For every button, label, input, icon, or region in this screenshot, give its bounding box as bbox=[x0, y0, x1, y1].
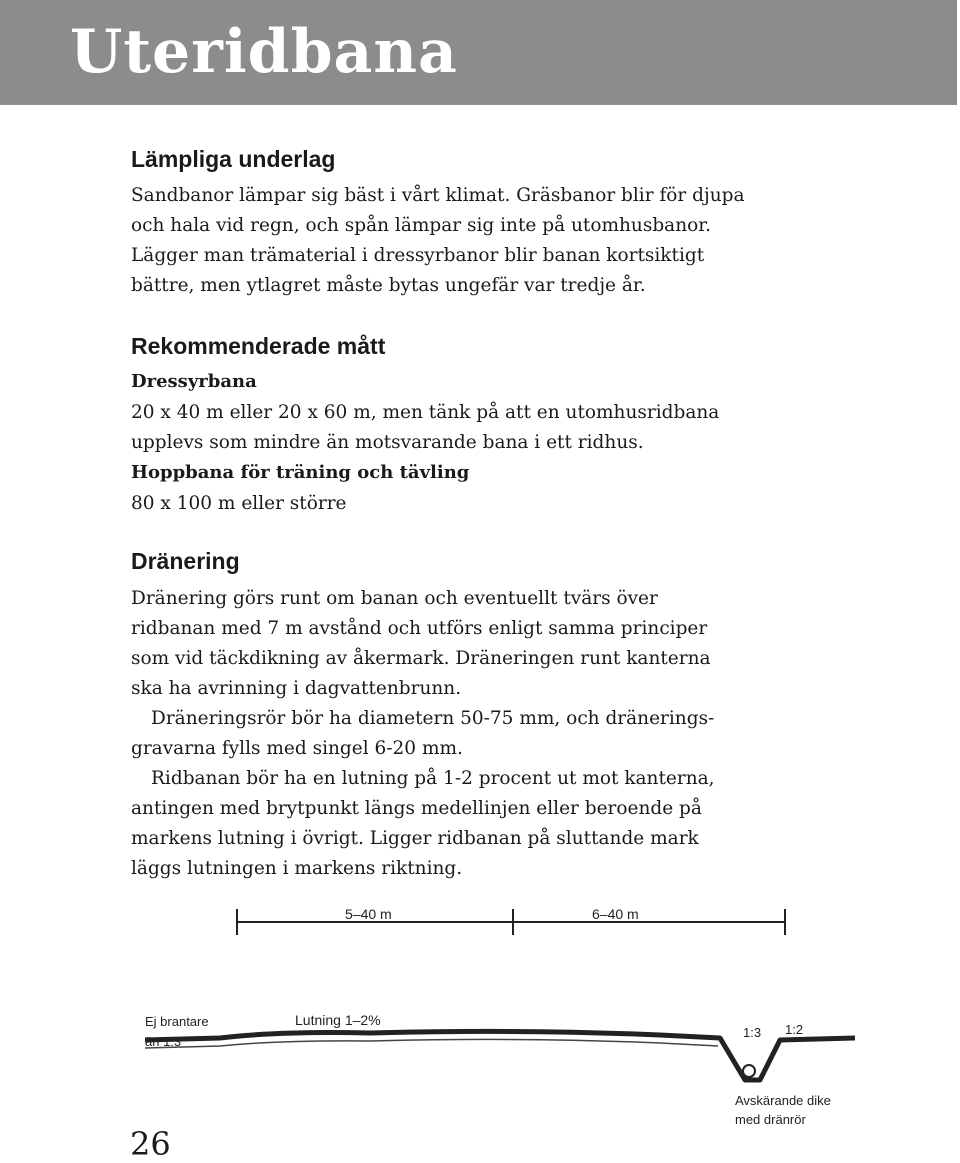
subheading-dressyrbana: Dressyrbana bbox=[131, 371, 257, 392]
paragraph-hoppbana bbox=[131, 489, 347, 519]
paragraph-dranering-2 bbox=[131, 704, 714, 764]
text-line: Dränering görs runt om banan och eventuellt tvärs över bbox=[131, 588, 658, 609]
text-line: Ridbanan bör ha en lutning på 1-2 procent ut mot kanterna, bbox=[151, 768, 715, 789]
text-line: Dräneringsrör bör ha diametern 50-75 mm, och dränerings- bbox=[151, 708, 715, 729]
dimension-label-left: 5–40 m bbox=[345, 906, 392, 922]
text-line: antingen med brytpunkt längs medellinjen eller beroende på bbox=[131, 798, 702, 819]
text-line: ska ha avrinning i dagvattenbrunn. bbox=[131, 678, 462, 699]
text-line: som vid täckdikning av åkermark. Dräneringen runt kanterna bbox=[131, 648, 711, 669]
ditch-note-line-2: med dränrör bbox=[735, 1112, 806, 1127]
paragraph-underlag bbox=[131, 181, 745, 301]
drain-pipe-icon bbox=[743, 1065, 755, 1077]
ditch-slope-right: 1:2 bbox=[785, 1022, 804, 1037]
ditch-note-line-1: Avskärande dike bbox=[735, 1093, 831, 1108]
left-note-line-2: än 1:3 bbox=[145, 1034, 182, 1049]
paragraph-dressyrbana bbox=[131, 398, 719, 458]
text-line: markens lutning i övrigt. Ligger ridbanan på sluttande mark bbox=[131, 828, 699, 849]
dimension-label-right: 6–40 m bbox=[592, 906, 639, 922]
text-line: och hala vid regn, och spån lämpar sig inte på utomhusbanor. bbox=[131, 215, 711, 236]
text-line: bättre, men ytlagret måste bytas ungefär var tredje år. bbox=[131, 275, 646, 296]
cross-section-diagram bbox=[140, 895, 855, 1140]
ditch-slope-left: 1:3 bbox=[743, 1025, 762, 1040]
text-line: läggs lutningen i markens riktning. bbox=[131, 858, 463, 879]
subheading-hoppbana: Hoppbana för träning och tävling bbox=[131, 462, 470, 483]
text-line: Lägger man trämaterial i dressyrbanor blir banan kortsiktigt bbox=[131, 245, 705, 266]
heading-dranering: Dränering bbox=[131, 548, 240, 574]
left-note-line-1: Ej brantare bbox=[145, 1014, 209, 1029]
text-line: upplevs som mindre än motsvarande bana i ett ridhus. bbox=[131, 432, 644, 453]
heading-matt: Rekommenderade mått bbox=[131, 333, 386, 359]
paragraph-dranering-3 bbox=[131, 764, 715, 884]
text-line: ridbanan med 7 m avstånd och utförs enligt samma principer bbox=[131, 618, 708, 639]
heading-underlag: Lämpliga underlag bbox=[131, 146, 336, 172]
dimension-lines bbox=[237, 909, 785, 935]
text-line: 20 x 40 m eller 20 x 60 m, men tänk på att en utomhusridbana bbox=[131, 402, 720, 423]
slope-label: Lutning 1–2% bbox=[295, 1012, 381, 1028]
page-title: Uteridbana bbox=[70, 17, 458, 87]
page-number: 26 bbox=[130, 1125, 171, 1163]
text-line: 80 x 100 m eller större bbox=[131, 493, 347, 514]
text-line: Sandbanor lämpar sig bäst i vårt klimat. Gräsbanor blir för djupa bbox=[131, 185, 745, 206]
subsurface-line bbox=[145, 1039, 718, 1048]
text-line: gravarna fylls med singel 6-20 mm. bbox=[131, 738, 463, 759]
paragraph-dranering-1 bbox=[131, 584, 711, 704]
